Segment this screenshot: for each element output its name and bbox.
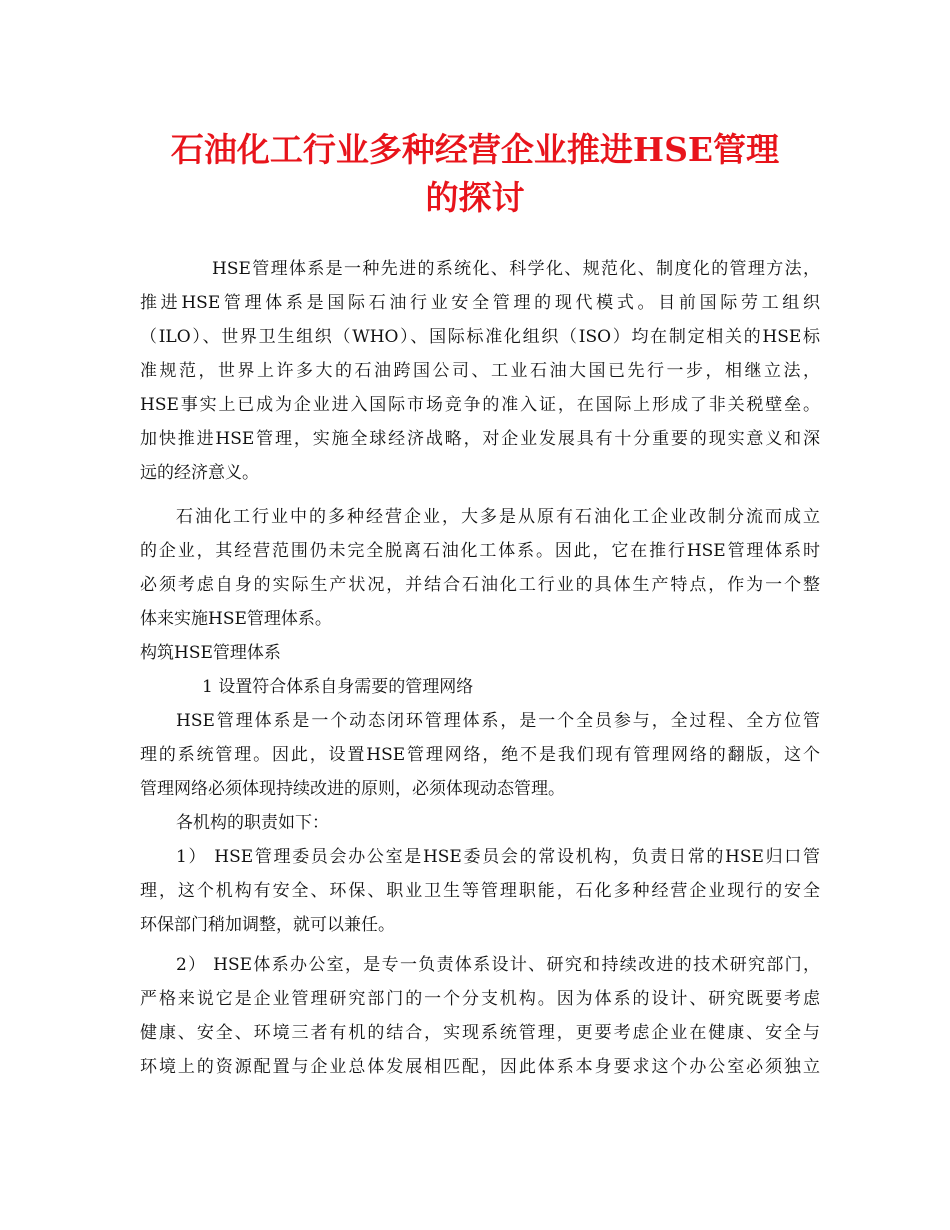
paragraph-line: （ILO）、世界卫生组织（WHO）、国际标准化组织（ISO）均在制定相关的HSE标 [140, 327, 820, 347]
paragraph-line: 理的系统管理。因此，设置HSE管理网络，绝不是我们现有管理网络的翻版，这个 [140, 745, 820, 765]
list-item-line: 1） HSE管理委员会办公室是HSE委员会的常设机构，负责日常的HSE归口管 [176, 847, 820, 867]
paragraph-line: 必须考虑自身的实际生产状况，并结合石油化工行业的具体生产特点，作为一个整 [140, 575, 820, 595]
paragraph-line: 石油化工行业中的多种经营企业，大多是从原有石油化工企业改制分流而成立 [176, 507, 820, 527]
paragraph-line: HSE管理体系是一种先进的系统化、科学化、规范化、制度化的管理方法， [212, 259, 820, 279]
document-title-line-1: 石油化工行业多种经营企业推进HSE管理 [170, 130, 780, 169]
paragraph-line: 体来实施HSE管理体系。 [140, 609, 332, 629]
paragraph-line: 管理网络必须体现持续改进的原则，必须体现动态管理。 [140, 779, 565, 799]
list-item-line: 严格来说它是企业管理研究部门的一个分支机构。因为体系的设计、研究既要考虑 [140, 989, 820, 1009]
paragraph-line: 远的经济意义。 [140, 463, 259, 483]
list-item-line: 2） HSE体系办公室，是专一负责体系设计、研究和持续改进的技术研究部门， [176, 955, 820, 975]
paragraph-line: 的企业，其经营范围仍未完全脱离石油化工体系。因此，它在推行HSE管理体系时 [140, 541, 820, 561]
section-heading: 构筑HSE管理体系 [140, 643, 281, 663]
document-title-line-2: 的探讨 [425, 178, 525, 217]
paragraph-line: HSE事实上已成为企业进入国际市场竞争的准入证，在国际上形成了非关税壁垒。 [140, 395, 820, 415]
paragraph-line: 准规范，世界上许多大的石油跨国公司、工业石油大国已先行一步，相继立法， [140, 361, 820, 381]
paragraph-line: HSE管理体系是一个动态闭环管理体系，是一个全员参与，全过程、全方位管 [176, 711, 820, 731]
list-item-line: 环保部门稍加调整，就可以兼任。 [140, 915, 395, 935]
list-item-line: 健康、安全、环境三者有机的结合，实现系统管理，更要考虑企业在健康、安全与 [140, 1023, 820, 1043]
paragraph-line: 加快推进HSE管理，实施全球经济战略，对企业发展具有十分重要的现实意义和深 [140, 429, 820, 449]
list-item-line: 环境上的资源配置与企业总体发展相匹配，因此体系本身要求这个办公室必须独立 [140, 1057, 820, 1077]
paragraph-line: 推进HSE管理体系是国际石油行业安全管理的现代模式。目前国际劳工组织 [140, 293, 820, 313]
subsection-heading: 1 设置符合体系自身需要的管理网络 [202, 677, 474, 697]
paragraph-line: 各机构的职责如下： [176, 813, 329, 833]
list-item-line: 理，这个机构有安全、环保、职业卫生等管理职能，石化多种经营企业现行的安全 [140, 881, 820, 901]
